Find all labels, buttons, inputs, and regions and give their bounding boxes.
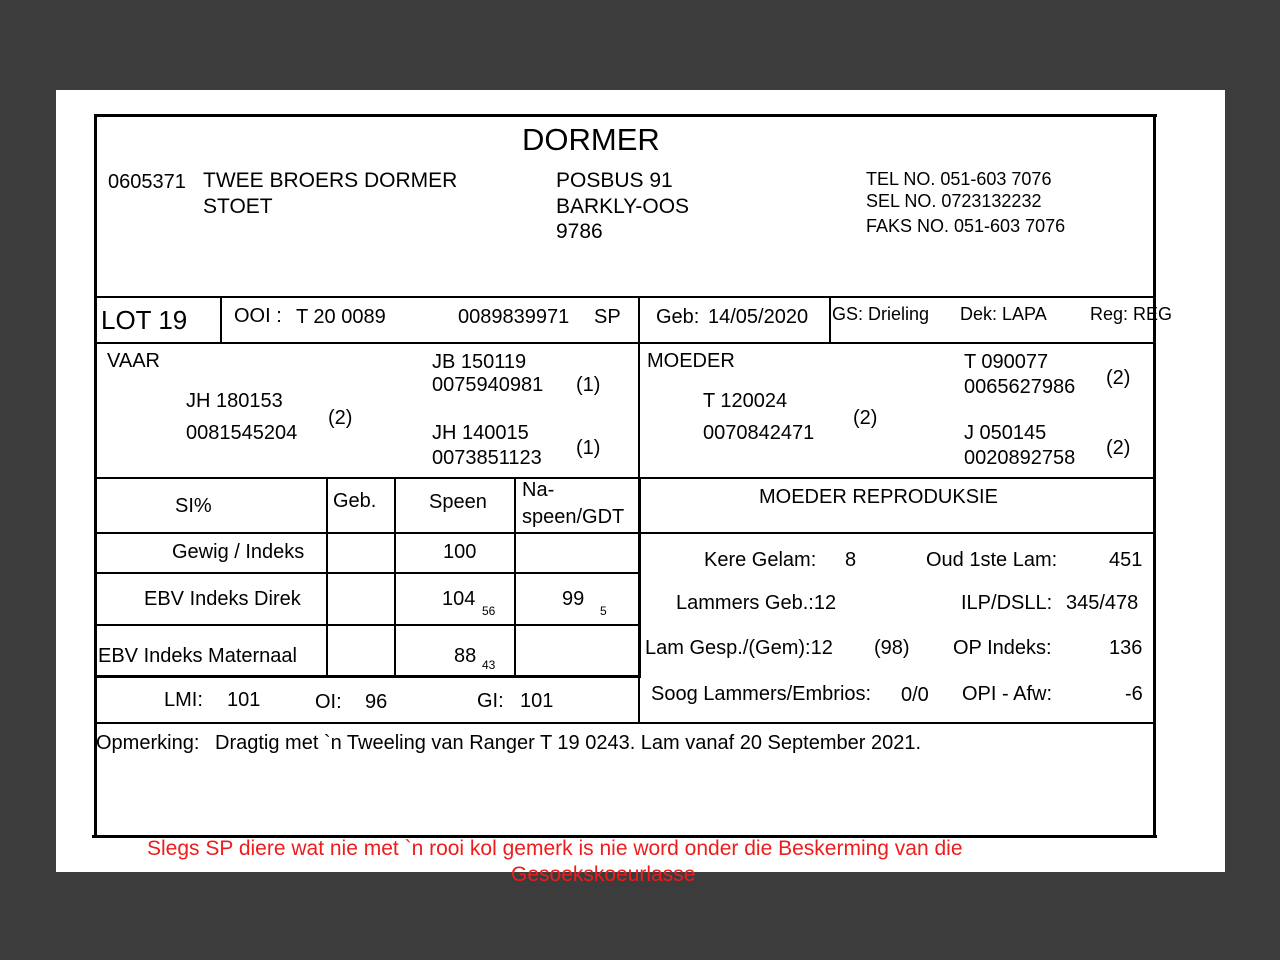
breed-title: DORMER bbox=[522, 122, 660, 157]
dam-heading: MOEDER bbox=[647, 350, 735, 372]
frame-right bbox=[1153, 114, 1156, 838]
lambs-weaned: Lam Gesp./(Gem):12 bbox=[645, 637, 833, 659]
si-row-label: EBV Indeks Maternaal bbox=[98, 645, 297, 667]
rule-si-col1 bbox=[326, 477, 328, 677]
first-lamb-age-value: 451 bbox=[1109, 549, 1143, 571]
first-lamb-age-label: Oud 1ste Lam: bbox=[926, 549, 1058, 571]
ilp-label: ILP/DSLL: bbox=[961, 592, 1053, 614]
remark-label: Opmerking: bbox=[96, 732, 200, 754]
breeder-number: 0605371 bbox=[108, 171, 186, 193]
rule-si-header bbox=[94, 532, 639, 534]
footer-warning-line2: Gesoekskoeurlasse bbox=[511, 863, 696, 886]
dam-sire-tag: T 090077 bbox=[964, 351, 1049, 373]
birth-status: GS: Drieling bbox=[832, 304, 930, 324]
suckled-value: 0/0 bbox=[901, 684, 929, 706]
sire-tag: JH 180153 bbox=[186, 390, 283, 412]
rule-si-bottom bbox=[94, 675, 641, 678]
catalogue-page bbox=[56, 90, 1225, 886]
si-row-speen: 104 bbox=[442, 588, 476, 610]
birth-date: 14/05/2020 bbox=[708, 306, 809, 328]
rule-si-col2 bbox=[394, 477, 396, 677]
sire-dam-id: 0073851123 bbox=[432, 447, 542, 469]
si-row-speen-accuracy: 56 bbox=[482, 604, 496, 618]
remark-text: Dragtig met `n Tweeling van Ranger T 19 0243. Lam vanaf 20 September 2021. bbox=[215, 732, 921, 754]
si-row-naspeen: 99 bbox=[562, 588, 585, 610]
rule-si-row2 bbox=[94, 624, 639, 626]
si-header-speen: Speen bbox=[429, 491, 487, 513]
opi-value: -6 bbox=[1125, 683, 1143, 705]
lambs-weaned-avg: (98) bbox=[874, 637, 910, 659]
rule-repro-header bbox=[639, 532, 1156, 534]
dam-dam-tag: J 050145 bbox=[964, 422, 1047, 444]
frame-top bbox=[94, 114, 1157, 117]
dam-dam-count: (2) bbox=[1106, 437, 1131, 459]
dam-sire-id: 0065627986 bbox=[964, 376, 1076, 398]
breeder-name-line1: TWEE BROERS DORMER bbox=[203, 169, 458, 192]
birth-label: Geb: bbox=[656, 306, 700, 328]
ilp-value: 345/478 bbox=[1066, 592, 1139, 614]
si-header-geb: Geb. bbox=[333, 490, 377, 512]
op-index-value: 136 bbox=[1109, 637, 1143, 659]
sire-sire-tag: JB 150119 bbox=[432, 351, 527, 373]
si-row-speen: 88 bbox=[454, 645, 477, 667]
ooi-value: T 20 0089 bbox=[296, 306, 386, 328]
sire-dam-tag: JH 140015 bbox=[432, 422, 529, 444]
lambings-label: Kere Gelam: bbox=[704, 549, 817, 571]
footer-warning-line1: Slegs SP diere wat nie met `n rooi kol gemerk is nie word onder die Beskerming van die bbox=[147, 837, 963, 860]
address-line3: 9786 bbox=[556, 220, 603, 243]
sire-heading: VAAR bbox=[107, 350, 160, 372]
oi-value: 96 bbox=[365, 691, 388, 713]
si-header-naspeen-1: Na- bbox=[522, 479, 555, 501]
sire-id: 0081545204 bbox=[186, 422, 298, 444]
dam-tag: T 120024 bbox=[703, 390, 788, 412]
animal-class: SP bbox=[594, 306, 621, 328]
frame-left bbox=[94, 114, 97, 838]
sel-number: SEL NO. 0723132232 bbox=[866, 191, 1042, 211]
lambings-value: 8 bbox=[845, 549, 857, 571]
si-row-speen: 100 bbox=[443, 541, 477, 563]
dam-count: (2) bbox=[853, 407, 878, 429]
dam-sire-count: (2) bbox=[1106, 367, 1131, 389]
animal-id: 0089839971 bbox=[458, 306, 570, 328]
address-line2: BARKLY-OOS bbox=[556, 195, 690, 218]
sire-sire-count: (1) bbox=[576, 374, 601, 396]
rule-pedigree-bottom bbox=[94, 477, 1156, 479]
rule-si-row1 bbox=[94, 572, 639, 574]
rule-si-col3 bbox=[514, 477, 516, 677]
faks-number: FAKS NO. 051-603 7076 bbox=[866, 216, 1066, 236]
rule-lot-top bbox=[94, 296, 1156, 298]
lot-number: LOT 19 bbox=[101, 305, 188, 335]
lmi-value: 101 bbox=[227, 689, 261, 711]
sire-count: (2) bbox=[328, 407, 353, 429]
suckled-label: Soog Lammers/Embrios: bbox=[651, 683, 872, 705]
si-header-naspeen-2: speen/GDT bbox=[522, 506, 625, 528]
dam-dam-id: 0020892758 bbox=[964, 447, 1076, 469]
dam-id: 0070842471 bbox=[703, 422, 815, 444]
si-header-label: SI% bbox=[175, 495, 212, 517]
sire-dam-count: (1) bbox=[576, 437, 601, 459]
registration: Reg: REG bbox=[1090, 304, 1173, 324]
rule-lot-bottom bbox=[94, 342, 1156, 344]
breeder-name-line2: STOET bbox=[203, 195, 273, 218]
address-line1: POSBUS 91 bbox=[556, 169, 673, 192]
si-row-label: EBV Indeks Direk bbox=[144, 588, 301, 610]
tel-number: TEL NO. 051-603 7076 bbox=[866, 169, 1052, 189]
rule-remark-top bbox=[94, 722, 1156, 724]
mating-info: Dek: LAPA bbox=[960, 304, 1047, 324]
si-row-naspeen-accuracy: 5 bbox=[600, 604, 607, 618]
lambs-born: Lammers Geb.:12 bbox=[676, 592, 837, 614]
si-row-speen-accuracy: 43 bbox=[482, 658, 496, 672]
gi-value: 101 bbox=[520, 690, 554, 712]
rule-lot-divider bbox=[220, 296, 222, 342]
gi-label: GI: bbox=[477, 690, 504, 712]
oi-label: OI: bbox=[315, 691, 342, 713]
op-index-label: OP Indeks: bbox=[953, 637, 1052, 659]
rule-si-right bbox=[638, 477, 641, 677]
si-row-label: Gewig / Indeks bbox=[172, 541, 305, 563]
sire-sire-id: 0075940981 bbox=[432, 374, 544, 396]
repro-title: MOEDER REPRODUKSIE bbox=[759, 486, 998, 508]
opi-label: OPI - Afw: bbox=[962, 683, 1053, 705]
lmi-label: LMI: bbox=[164, 689, 203, 711]
rule-gs-divider bbox=[829, 296, 831, 342]
ooi-label: OOI : bbox=[234, 305, 282, 327]
